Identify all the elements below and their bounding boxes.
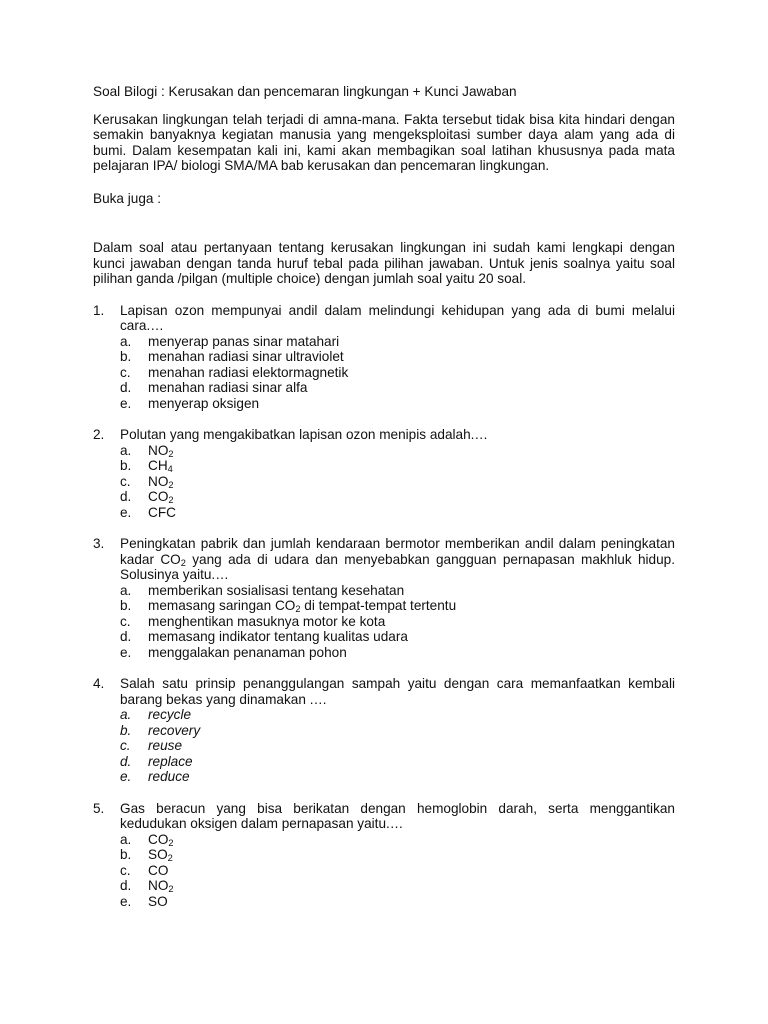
option-letter: e. (120, 504, 132, 520)
option-letter: e. (120, 395, 132, 411)
option-text: reduce (148, 769, 190, 784)
formula-base: NO (148, 442, 169, 458)
option-e[interactable] (120, 505, 675, 521)
option-letter: a. (120, 707, 132, 722)
option-letter: c. (120, 473, 131, 489)
intro-paragraph: Kerusakan lingkungan telah terjadi di amna-mana. Fakta tersebut tidak bisa kita hindari dengan semakin banyaknya kegiatan manusia yang mengeksploitasi sumber daya alam yang ada di bumi. Dalam kesempatan kali ini, kami akan membagikan soal latihan khususnya pada mata pelajaran IPA/ biologi SMA/MA bab kerusakan dan pencemaran lingkungan. (93, 111, 675, 173)
formula-base: SO (148, 847, 168, 862)
option-letter: c. (120, 613, 131, 629)
option-a[interactable] (120, 443, 675, 459)
option-text: recovery (148, 722, 201, 738)
option-b[interactable] (120, 723, 675, 739)
option-letter: d. (120, 380, 132, 395)
question-number: 2. (93, 427, 105, 442)
formula-base: CO (148, 489, 169, 504)
option-text: reuse (148, 738, 183, 753)
option-text: replace (148, 753, 193, 769)
option-letter: d. (120, 489, 132, 504)
question-number: 4. (93, 676, 105, 691)
option-letter: b. (120, 458, 132, 473)
option-text: menyerap panas sinar matahari (148, 333, 340, 349)
formula-base: NO (148, 878, 169, 893)
option-b[interactable] (120, 847, 675, 863)
option-letter: a. (120, 582, 132, 598)
option-e[interactable] (120, 396, 675, 412)
formula-base: CH (148, 458, 168, 473)
option-e[interactable] (120, 769, 675, 785)
option-text: memberikan sosialisasi tentang kesehatan (148, 582, 405, 598)
option-b[interactable] (120, 598, 675, 614)
option-letter: d. (120, 753, 132, 769)
option-text-part: di tempat-tempat tertentu (300, 598, 457, 613)
formula-subscript: 2 (167, 852, 173, 863)
formula-subscript: 2 (168, 479, 174, 490)
question-text-part: Peningkatan pabrik dan jumlah kendaraan bermotor memberikan andil dalam peningkatan kadar CO (120, 536, 675, 567)
question-1 (93, 303, 675, 412)
option-e[interactable] (120, 894, 675, 910)
question-number: 3. (93, 536, 105, 551)
document-page (93, 84, 675, 925)
option-text: menahan radiasi sinar alfa (148, 380, 308, 395)
formula-subscript: 4 (167, 463, 173, 474)
option-c[interactable] (120, 863, 675, 879)
question-text-part: yang ada di udara dan menyebabkan gangguan pernapasan makhluk hidup. Solusinya yaitu.… (120, 551, 676, 582)
document-title: Soal Bilogi : Kerusakan dan pencemaran lingkungan + Kunci Jawaban (93, 84, 517, 99)
option-letter: c. (120, 862, 131, 878)
question-2 (93, 427, 675, 520)
option-d[interactable] (120, 629, 675, 645)
option-b[interactable] (120, 458, 675, 474)
option-letter: b. (120, 847, 132, 862)
option-letter: c. (120, 738, 131, 753)
question-text (120, 536, 675, 583)
formula-base: CO (148, 831, 169, 847)
option-letter: a. (120, 333, 132, 349)
option-letter: d. (120, 629, 132, 644)
option-letter: e. (120, 769, 132, 784)
option-text: memasang indikator tentang kualitas udara (148, 629, 408, 644)
answer-options (120, 832, 675, 910)
option-letter: b. (120, 598, 132, 613)
option-text-part: memasang saringan CO (148, 598, 296, 613)
formula-subscript: 2 (180, 557, 186, 568)
question-text: Salah satu prinsip penanggulangan sampah yaitu dengan cara memanfaatkan kembali barang bekas yang dinamakan .… (120, 676, 675, 707)
option-text: menyerap oksigen (148, 395, 260, 411)
question-4 (93, 676, 675, 785)
question-5 (93, 801, 675, 910)
answer-options (120, 334, 675, 412)
option-c[interactable] (120, 614, 675, 630)
option-a[interactable] (120, 832, 675, 848)
option-text: menahan radiasi sinar ultraviolet (148, 349, 344, 364)
question-text: Gas beracun yang bisa berikatan dengan hemoglobin darah, serta menggantikan kedudukan oksigen dalam pernapasan yaitu.… (120, 800, 675, 831)
option-letter: e. (120, 893, 132, 909)
answer-options (120, 443, 675, 521)
option-letter: a. (120, 442, 132, 458)
option-c[interactable] (120, 738, 675, 754)
formula-subscript: 2 (168, 448, 174, 459)
option-a[interactable] (120, 707, 675, 723)
option-letter: b. (120, 349, 132, 364)
formula-subscript: 2 (168, 837, 174, 848)
option-e[interactable] (120, 645, 675, 661)
option-d[interactable] (120, 489, 675, 505)
formula-subscript: 2 (168, 494, 174, 505)
option-d[interactable] (120, 878, 675, 894)
option-letter: b. (120, 722, 132, 738)
question-text: Lapisan ozon mempunyai andil dalam melindungi kehidupan yang ada di bumi melalui cara.… (120, 302, 675, 333)
option-letter: c. (120, 364, 131, 380)
option-a[interactable] (120, 583, 675, 599)
formula-subscript: 2 (295, 603, 301, 614)
option-text: CFC (148, 504, 176, 520)
option-letter: e. (120, 644, 132, 660)
description-paragraph: Dalam soal atau pertanyaan tentang kerusakan lingkungan ini sudah kami lengkapi dengan kunci jawaban dengan tanda huruf tebal pada pilihan jawaban. Untuk jenis soalnya yaitu soal pilihan ganda /pilgan (multiple choice) dengan jumlah soal yaitu 20 soal. (93, 240, 675, 286)
formula-base: NO (148, 473, 169, 489)
question-3 (93, 536, 675, 660)
formula-subscript: 2 (168, 883, 174, 894)
option-letter: d. (120, 878, 132, 893)
option-letter: a. (120, 831, 132, 847)
answer-options (120, 707, 675, 785)
option-b[interactable] (120, 349, 675, 365)
option-c[interactable] (120, 474, 675, 490)
option-text: menggalakan penanaman pohon (148, 644, 347, 660)
option-d[interactable] (120, 754, 675, 770)
question-text: Polutan yang mengakibatkan lapisan ozon menipis adalah.… (120, 427, 489, 442)
option-c[interactable] (120, 365, 675, 381)
option-text: SO (148, 893, 168, 909)
option-text: CO (148, 862, 169, 878)
option-d[interactable] (120, 380, 675, 396)
option-text: recycle (148, 707, 192, 722)
answer-options (120, 583, 675, 661)
option-a[interactable] (120, 334, 675, 350)
buka-juga-label: Buka juga : (93, 190, 162, 206)
question-number: 5. (93, 800, 105, 816)
question-number: 1. (93, 302, 105, 318)
option-text: menahan radiasi elektormagnetik (148, 364, 349, 380)
option-text: menghentikan masuknya motor ke kota (148, 613, 386, 629)
